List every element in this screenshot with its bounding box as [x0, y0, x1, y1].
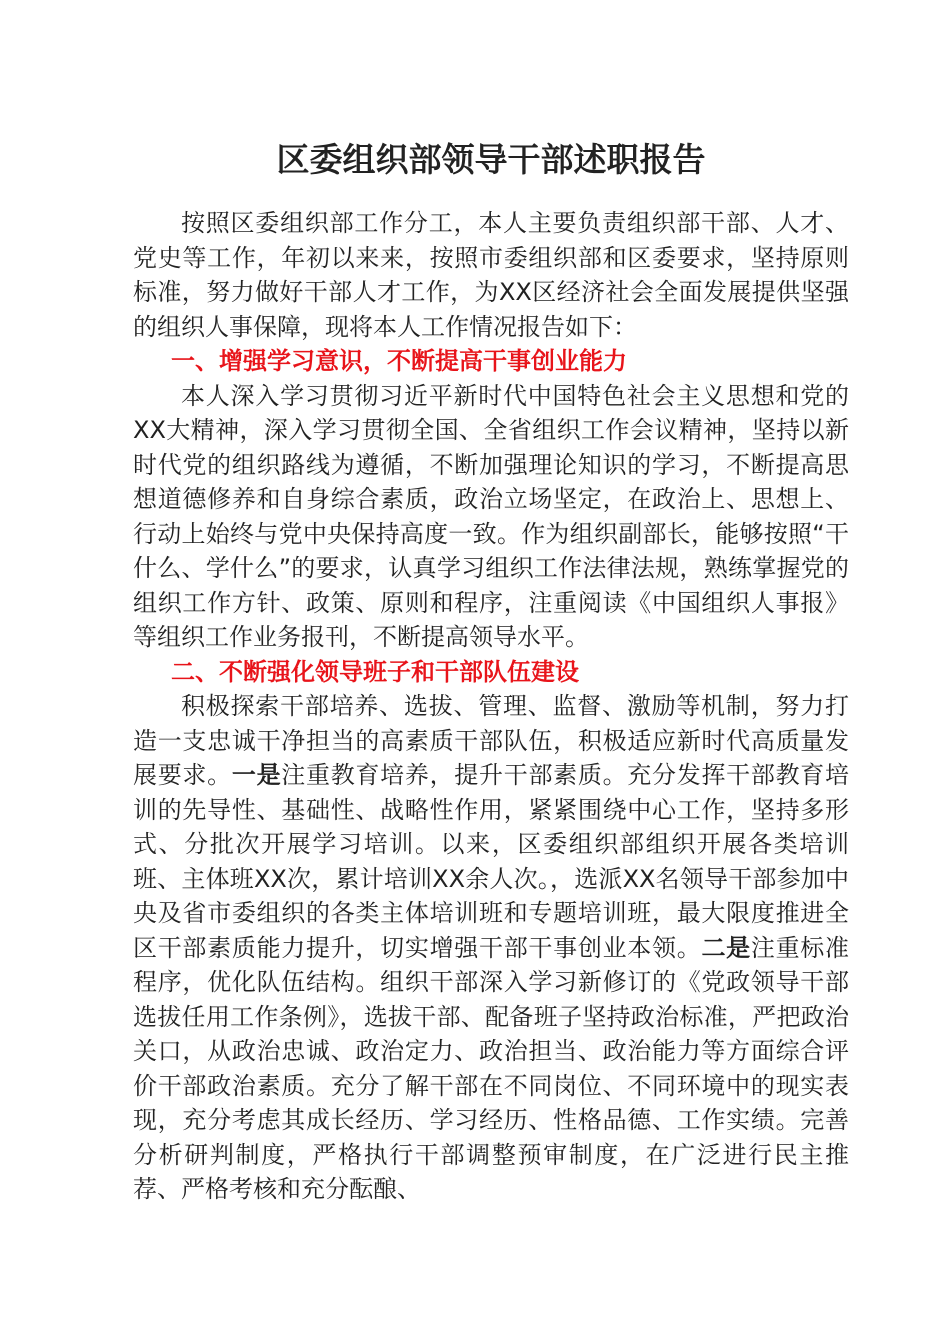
section-1-paragraph: 本人深入学习贯彻习近平新时代中国特色社会主义思想和党的XX大精神，深入学习贯彻全国、全省组织工作会议精神，坚持以新时代党的组织路线为遵循，不断加强理论知识的学习，不断提高思想道德修养和自身综合素质，政治立场坚定，在政治上、思想上、行动上始终与党中央保持高度一致。作为组织副部长，能够按照“干什么、学什么”的要求，认真学习组织工作法律法规，熟练掌握党的组织工作方针、政策、原则和程序，注重阅读《中国组织人事报》等组织工作业务报刊，不断提高领导水平。 [133, 381, 849, 651]
section-2-text-part-1: 积极探索干部培养、选拔、管理、监督、激励等机制，努力打造一支忠诚干净担当的高素质干部队伍，积极适应新时代高质量发展要求。 [133, 692, 849, 789]
section-heading-1: 一、增强学习意识，不断提高干事创业能力 [171, 347, 627, 375]
section-2-text-part-3: 注重标准程序，优化队伍结构。组织干部深入学习新修订的《党政领导干部选拔任用工作条例》，选拔干部、配备班子坚持政治标准，严把政治关口，从政治忠诚、政治定力、政治担当、政治能力等方面综合评价干部政治素质。充分了解干部在不同岗位、不同环境中的现实表现，充分考虑其成长经历、学习经历、性格品德、工作实绩。完善分析研判制度，严格执行干部调整预审制度，在广泛进行民主推荐、严格考核和充分酝酿、 [133, 933, 850, 1203]
point-marker-2: 二是 [701, 933, 751, 962]
point-marker-1: 一是 [231, 761, 282, 789]
section-2-paragraph [133, 689, 849, 1207]
document-page [133, 140, 849, 1207]
section-heading-2: 二、不断强化领导班子和干部队伍建设 [171, 657, 579, 686]
intro-paragraph: 按照区委组织部工作分工，本人主要负责组织部干部、人才、党史等工作，年初以来来，按照市委组织部和区委要求，坚持原则标准，努力做好干部人才工作，为XX区经济社会全面发展提供坚强的组织人事保障，现将本人工作情况报告如下： [133, 209, 849, 341]
document-title: 区委组织部领导干部述职报告 [276, 140, 706, 179]
section-2-text-part-2: 注重教育培养，提升干部素质。充分发挥干部教育培训的先导性、基础性、战略性作用，紧紧围绕中心工作，坚持多形式、分批次开展学习培训。以来，区委组织部组织开展各类培训班、主体班XX次，累计培训XX余人次。，选派XX名领导干部参加中央及省市委组织的各类主体培训班和专题培训班，最大限度推进全区干部素质能力提升，切实增强干部干事创业本领。 [133, 761, 850, 962]
